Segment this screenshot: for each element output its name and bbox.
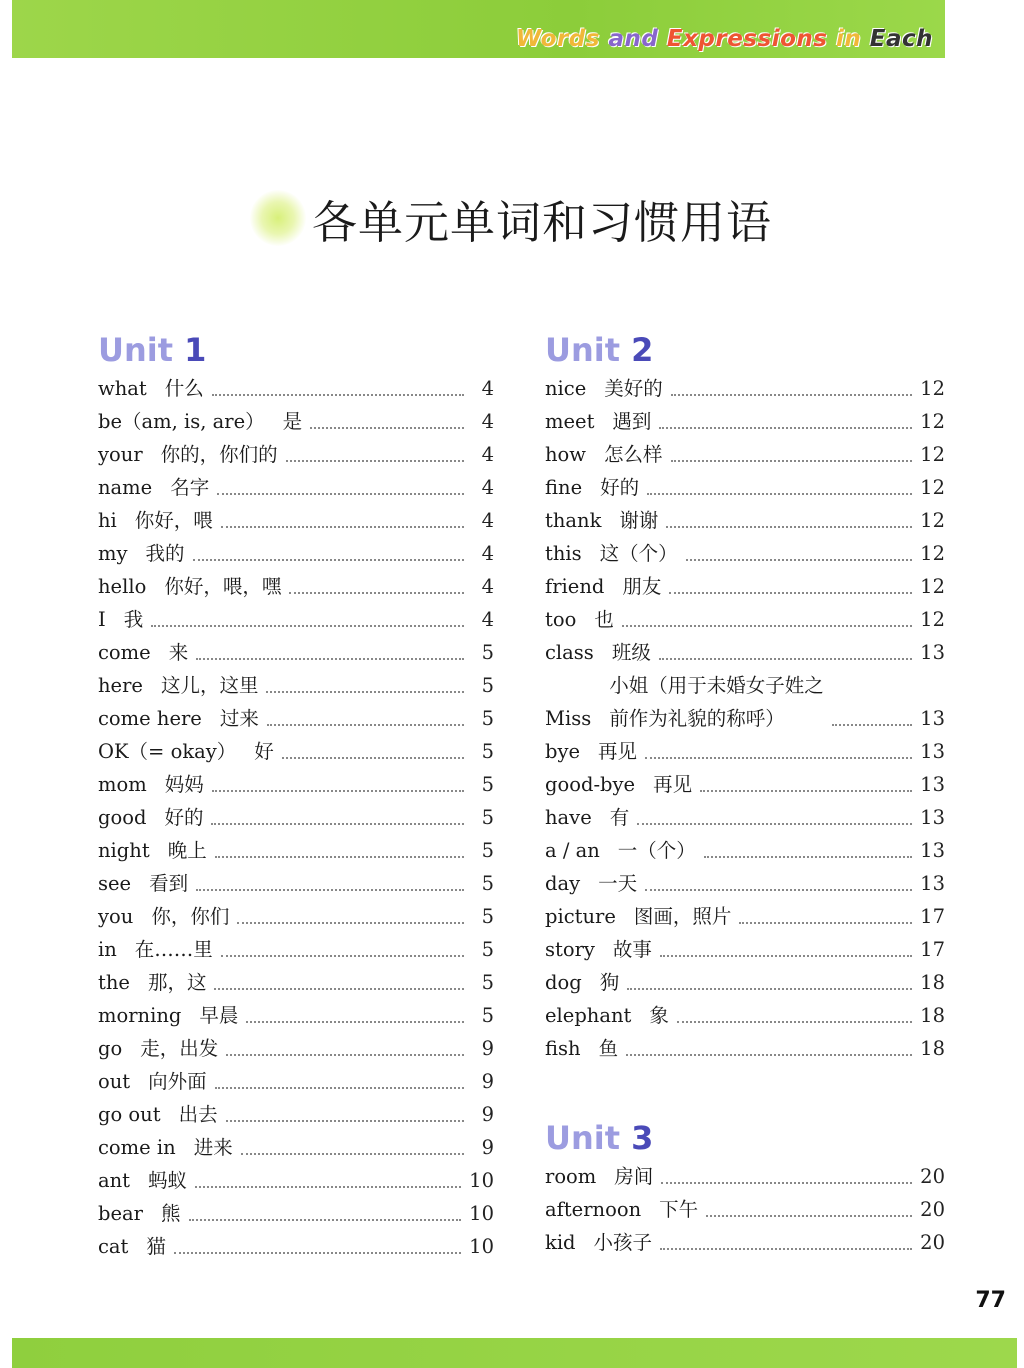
vocab-page: 12 — [920, 377, 945, 400]
leader-dots — [637, 822, 912, 825]
vocab-chinese: 象 — [649, 1004, 669, 1027]
vocab-entry — [545, 537, 945, 570]
vocab-english: thank — [545, 509, 602, 532]
vocab-chinese: 故事 — [612, 938, 652, 961]
vocab-chinese: 再见 — [598, 740, 638, 763]
vocab-chinese: 一（个） — [617, 839, 696, 862]
vocab-english: go out — [98, 1103, 161, 1126]
leader-dots — [196, 657, 464, 660]
vocab-english: a / an — [545, 839, 600, 862]
banner-word-words: Words — [516, 26, 600, 52]
banner-word-and: and — [608, 26, 659, 52]
vocab-chinese: 你的，你们的 — [160, 443, 278, 466]
vocab-chinese-cont: 前作为礼貌的称呼） — [609, 707, 785, 730]
vocab-chinese: 这儿，这里 — [160, 674, 259, 697]
vocab-chinese: 小姐（用于未婚女子姓之 — [609, 674, 824, 697]
vocab-page: 5 — [481, 905, 494, 928]
vocab-entry — [98, 801, 494, 834]
vocab-english: cat — [98, 1235, 129, 1258]
leader-dots — [174, 1251, 461, 1254]
leader-dots — [241, 1152, 464, 1155]
vocab-chinese: 有 — [609, 806, 630, 829]
vocab-english: hello — [98, 575, 147, 598]
vocab-english: be（am, is, are） — [98, 410, 265, 433]
vocab-chinese: 这（个） — [599, 542, 678, 565]
vocab-english: OK（= okay） — [98, 740, 237, 763]
vocab-english: bye — [545, 740, 581, 763]
vocab-entry — [545, 438, 945, 471]
page-title-block — [250, 186, 772, 250]
leader-dots — [626, 1053, 912, 1056]
vocab-entry — [545, 1193, 945, 1226]
vocab-page: 12 — [920, 410, 945, 433]
vocab-entry — [545, 570, 945, 603]
vocab-english: bear — [98, 1202, 143, 1225]
vocab-entry — [545, 636, 945, 669]
vocab-entry — [98, 669, 494, 702]
vocab-entry — [545, 900, 945, 933]
vocab-chinese: 你好，喂，嘿 — [164, 575, 282, 598]
vocab-entry — [545, 933, 945, 966]
vocab-chinese: 名字 — [170, 476, 210, 499]
leader-dots — [226, 1119, 464, 1122]
vocab-page: 4 — [481, 443, 494, 466]
vocab-page: 5 — [481, 806, 494, 829]
vocab-chinese: 猫 — [146, 1235, 166, 1258]
vocab-entry — [98, 933, 494, 966]
top-banner — [12, 0, 945, 58]
bottom-banner — [12, 1338, 1017, 1368]
vocab-chinese: 谢谢 — [619, 509, 659, 532]
leader-dots — [661, 1181, 912, 1184]
vocab-page: 12 — [920, 608, 945, 631]
vocab-entry — [98, 405, 494, 438]
vocab-chinese: 遇到 — [612, 410, 652, 433]
vocab-english: meet — [545, 410, 595, 433]
leader-dots — [195, 1185, 461, 1188]
vocab-english: how — [545, 443, 586, 466]
vocab-page: 20 — [920, 1231, 945, 1254]
leader-dots — [221, 525, 464, 528]
vocab-page: 13 — [920, 641, 945, 664]
vocab-entry — [545, 504, 945, 537]
vocab-page: 18 — [920, 1037, 945, 1060]
leader-dots — [622, 624, 912, 627]
leader-dots — [700, 789, 912, 792]
vocab-page: 12 — [920, 509, 945, 532]
unit3-heading: Unit 3 — [545, 1119, 654, 1157]
vocab-entry — [545, 669, 945, 735]
unit2-section — [545, 330, 945, 1065]
vocab-entry — [98, 636, 494, 669]
leader-dots — [666, 525, 912, 528]
vocab-entry — [545, 405, 945, 438]
vocab-entry — [98, 834, 494, 867]
vocab-chinese: 一天 — [598, 872, 638, 895]
vocab-entry — [98, 1032, 494, 1065]
leader-dots — [659, 657, 912, 660]
leader-dots — [193, 558, 464, 561]
vocab-english: picture — [545, 905, 616, 928]
vocab-page: 5 — [481, 740, 494, 763]
vocab-entry — [98, 999, 494, 1032]
leader-dots — [221, 954, 464, 957]
leader-dots — [671, 459, 913, 462]
vocab-chinese: 我 — [123, 608, 144, 631]
vocab-english: name — [98, 476, 153, 499]
vocab-chinese: 在……里 — [134, 938, 213, 961]
vocab-english: elephant — [545, 1004, 632, 1027]
vocab-chinese: 蚂蚁 — [148, 1169, 188, 1192]
vocab-chinese: 看到 — [149, 872, 189, 895]
vocab-english: good — [98, 806, 147, 829]
vocab-english: ant — [98, 1169, 131, 1192]
leader-dots — [704, 855, 912, 858]
vocab-english: come — [98, 641, 151, 664]
banner-word-in: in — [835, 26, 862, 52]
vocab-page: 5 — [481, 674, 494, 697]
leader-dots — [660, 1247, 912, 1250]
vocab-chinese: 是 — [282, 410, 303, 433]
leader-dots — [215, 1086, 464, 1089]
vocab-page: 12 — [920, 476, 945, 499]
vocab-english: room — [545, 1165, 597, 1188]
vocab-english: class — [545, 641, 594, 664]
vocab-english: fine — [545, 476, 583, 499]
vocab-entry — [545, 867, 945, 900]
vocab-english: afternoon — [545, 1198, 642, 1221]
vocab-english: my — [98, 542, 128, 565]
vocab-english: dog — [545, 971, 582, 994]
vocab-chinese: 房间 — [614, 1165, 654, 1188]
vocab-page: 9 — [481, 1103, 494, 1126]
vocab-entry — [98, 867, 494, 900]
leader-dots — [289, 591, 464, 594]
vocab-page: 13 — [920, 773, 945, 796]
vocab-page: 13 — [920, 740, 945, 763]
banner-title — [516, 26, 933, 52]
vocab-chinese: 早晨 — [199, 1004, 239, 1027]
vocab-page: 10 — [469, 1235, 494, 1258]
vocab-chinese: 走，出发 — [140, 1037, 219, 1060]
banner-word-each: Each — [869, 26, 933, 52]
title-bullet-icon — [250, 190, 306, 246]
vocab-entry — [545, 735, 945, 768]
leader-dots — [212, 789, 464, 792]
vocab-english: out — [98, 1070, 131, 1093]
leader-dots — [189, 1218, 462, 1221]
vocab-english: here — [98, 674, 143, 697]
vocab-page: 5 — [481, 773, 494, 796]
vocab-english: what — [98, 377, 147, 400]
leader-dots — [214, 987, 464, 990]
vocab-page: 5 — [481, 839, 494, 862]
leader-dots — [832, 723, 912, 726]
vocab-page: 18 — [920, 1004, 945, 1027]
vocab-entry — [98, 372, 494, 405]
leader-dots — [739, 921, 912, 924]
vocab-chinese: 什么 — [164, 377, 204, 400]
vocab-english: see — [98, 872, 132, 895]
vocab-page: 10 — [469, 1202, 494, 1225]
leader-dots — [706, 1214, 912, 1217]
vocab-entry — [98, 966, 494, 999]
vocab-english: kid — [545, 1231, 576, 1254]
vocab-page: 20 — [920, 1198, 945, 1221]
unit3-section — [545, 1118, 945, 1259]
leader-dots — [286, 459, 464, 462]
leader-dots — [310, 426, 464, 429]
vocab-page: 9 — [481, 1136, 494, 1159]
vocab-page: 20 — [920, 1165, 945, 1188]
vocab-entry — [98, 438, 494, 471]
vocab-english: the — [98, 971, 130, 994]
vocab-chinese: 来 — [168, 641, 189, 664]
vocab-entry — [545, 801, 945, 834]
unit2-heading: Unit 2 — [545, 331, 654, 369]
vocab-english: day — [545, 872, 581, 895]
vocab-chinese: 那，这 — [147, 971, 207, 994]
leader-dots — [647, 492, 912, 495]
vocab-english: fish — [545, 1037, 581, 1060]
leader-dots — [686, 558, 913, 561]
vocab-entry — [98, 735, 494, 768]
vocab-page: 5 — [481, 707, 494, 730]
leader-dots — [645, 888, 912, 891]
vocab-chinese: 狗 — [599, 971, 620, 994]
vocab-entry — [98, 570, 494, 603]
vocab-english: morning — [98, 1004, 182, 1027]
vocab-page: 4 — [481, 476, 494, 499]
leader-dots — [215, 855, 464, 858]
vocab-page: 4 — [481, 377, 494, 400]
leader-dots — [627, 987, 912, 990]
vocab-chinese: 朋友 — [622, 575, 662, 598]
vocab-entry — [98, 1065, 494, 1098]
vocab-entry — [98, 900, 494, 933]
vocab-chinese: 好 — [254, 740, 274, 763]
leader-dots — [282, 756, 464, 759]
unit1-heading: Unit 1 — [98, 331, 207, 369]
vocab-chinese: 熊 — [160, 1202, 181, 1225]
vocab-entry — [545, 372, 945, 405]
vocab-english: hi — [98, 509, 117, 532]
vocab-page: 12 — [920, 443, 945, 466]
vocab-chinese: 进来 — [193, 1136, 233, 1159]
leader-dots — [659, 426, 912, 429]
vocab-chinese: 再见 — [653, 773, 693, 796]
vocab-chinese-block — [609, 669, 824, 735]
vocab-chinese: 我的 — [145, 542, 185, 565]
vocab-chinese: 好的 — [164, 806, 204, 829]
vocab-entry — [98, 702, 494, 735]
leader-dots — [212, 393, 464, 396]
vocab-entry — [545, 471, 945, 504]
vocab-page: 12 — [920, 542, 945, 565]
vocab-english: your — [98, 443, 143, 466]
vocab-chinese: 美好的 — [604, 377, 663, 400]
vocab-english: night — [98, 839, 150, 862]
vocab-english: in — [98, 938, 117, 961]
leader-dots — [677, 1020, 912, 1023]
vocab-english: story — [545, 938, 595, 961]
leader-dots — [211, 822, 464, 825]
leader-dots — [151, 624, 464, 627]
vocab-entry — [545, 999, 945, 1032]
vocab-page: 13 — [920, 872, 945, 895]
leader-dots — [669, 591, 912, 594]
vocab-chinese: 你，你们 — [151, 905, 230, 928]
vocab-chinese: 晚上 — [167, 839, 207, 862]
vocab-english: friend — [545, 575, 605, 598]
vocab-english: come here — [98, 707, 202, 730]
vocab-entry — [98, 1131, 494, 1164]
vocab-entry — [545, 1160, 945, 1193]
vocab-page: 9 — [481, 1070, 494, 1093]
vocab-page: 4 — [481, 542, 494, 565]
vocab-page: 18 — [920, 971, 945, 994]
vocab-page: 5 — [481, 971, 494, 994]
vocab-english: Miss — [545, 707, 592, 730]
vocab-page: 13 — [920, 839, 945, 862]
unit1-section — [98, 330, 494, 1263]
vocab-chinese: 下午 — [659, 1198, 699, 1221]
vocab-entry — [545, 1032, 945, 1065]
leader-dots — [660, 954, 912, 957]
vocab-entry — [98, 603, 494, 636]
vocab-english: good-bye — [545, 773, 636, 796]
vocab-chinese: 过来 — [219, 707, 259, 730]
vocab-chinese: 出去 — [178, 1103, 218, 1126]
vocab-page: 5 — [481, 938, 494, 961]
vocab-page: 5 — [481, 1004, 494, 1027]
leader-dots — [267, 723, 464, 726]
leader-dots — [246, 1020, 464, 1023]
vocab-english: come in — [98, 1136, 176, 1159]
vocab-entry — [545, 1226, 945, 1259]
leader-dots — [217, 492, 464, 495]
vocab-page: 17 — [920, 905, 945, 928]
leader-dots — [196, 888, 464, 891]
banner-word-expressions: Expressions — [666, 26, 828, 52]
vocab-page: 9 — [481, 1037, 494, 1060]
vocab-english: I — [98, 608, 106, 631]
vocab-entry — [545, 834, 945, 867]
vocab-english: mom — [98, 773, 147, 796]
vocab-entry — [98, 504, 494, 537]
vocab-page: 4 — [481, 575, 494, 598]
vocab-page: 13 — [920, 806, 945, 829]
vocab-entry — [98, 537, 494, 570]
vocab-page: 4 — [481, 509, 494, 532]
vocab-entry — [98, 1098, 494, 1131]
vocab-page: 5 — [481, 641, 494, 664]
vocab-entry — [98, 471, 494, 504]
vocab-entry — [545, 966, 945, 999]
vocab-chinese: 向外面 — [148, 1070, 207, 1093]
vocab-english: you — [98, 905, 134, 928]
vocab-page: 17 — [920, 938, 945, 961]
vocab-chinese: 班级 — [611, 641, 651, 664]
vocab-english: too — [545, 608, 577, 631]
vocab-english: this — [545, 542, 582, 565]
vocab-entry — [98, 768, 494, 801]
vocab-chinese: 怎么样 — [604, 443, 663, 466]
vocab-entry — [545, 603, 945, 636]
vocab-page: 10 — [469, 1169, 494, 1192]
vocab-page: 4 — [481, 608, 494, 631]
vocab-entry — [98, 1230, 494, 1263]
vocab-entry — [98, 1164, 494, 1197]
vocab-page: 12 — [920, 575, 945, 598]
leader-dots — [226, 1053, 464, 1056]
vocab-chinese: 也 — [594, 608, 614, 631]
leader-dots — [237, 921, 464, 924]
vocab-page: 4 — [481, 410, 494, 433]
page-number: 77 — [975, 1288, 1006, 1313]
vocab-english: have — [545, 806, 592, 829]
vocab-page: 13 — [920, 707, 945, 730]
vocab-chinese: 你好，喂 — [134, 509, 213, 532]
vocab-chinese: 图画，照片 — [633, 905, 732, 928]
vocab-chinese: 鱼 — [598, 1037, 619, 1060]
vocab-english: nice — [545, 377, 587, 400]
vocab-page: 5 — [481, 872, 494, 895]
vocab-chinese: 妈妈 — [164, 773, 204, 796]
vocab-entry — [98, 1197, 494, 1230]
leader-dots — [266, 690, 464, 693]
leader-dots — [645, 756, 912, 759]
vocab-english: go — [98, 1037, 123, 1060]
page-title: 各单元单词和习惯用语 — [312, 195, 773, 249]
vocab-chinese: 小孩子 — [593, 1231, 653, 1254]
vocab-entry — [545, 768, 945, 801]
vocab-chinese: 好的 — [600, 476, 640, 499]
leader-dots — [671, 393, 912, 396]
